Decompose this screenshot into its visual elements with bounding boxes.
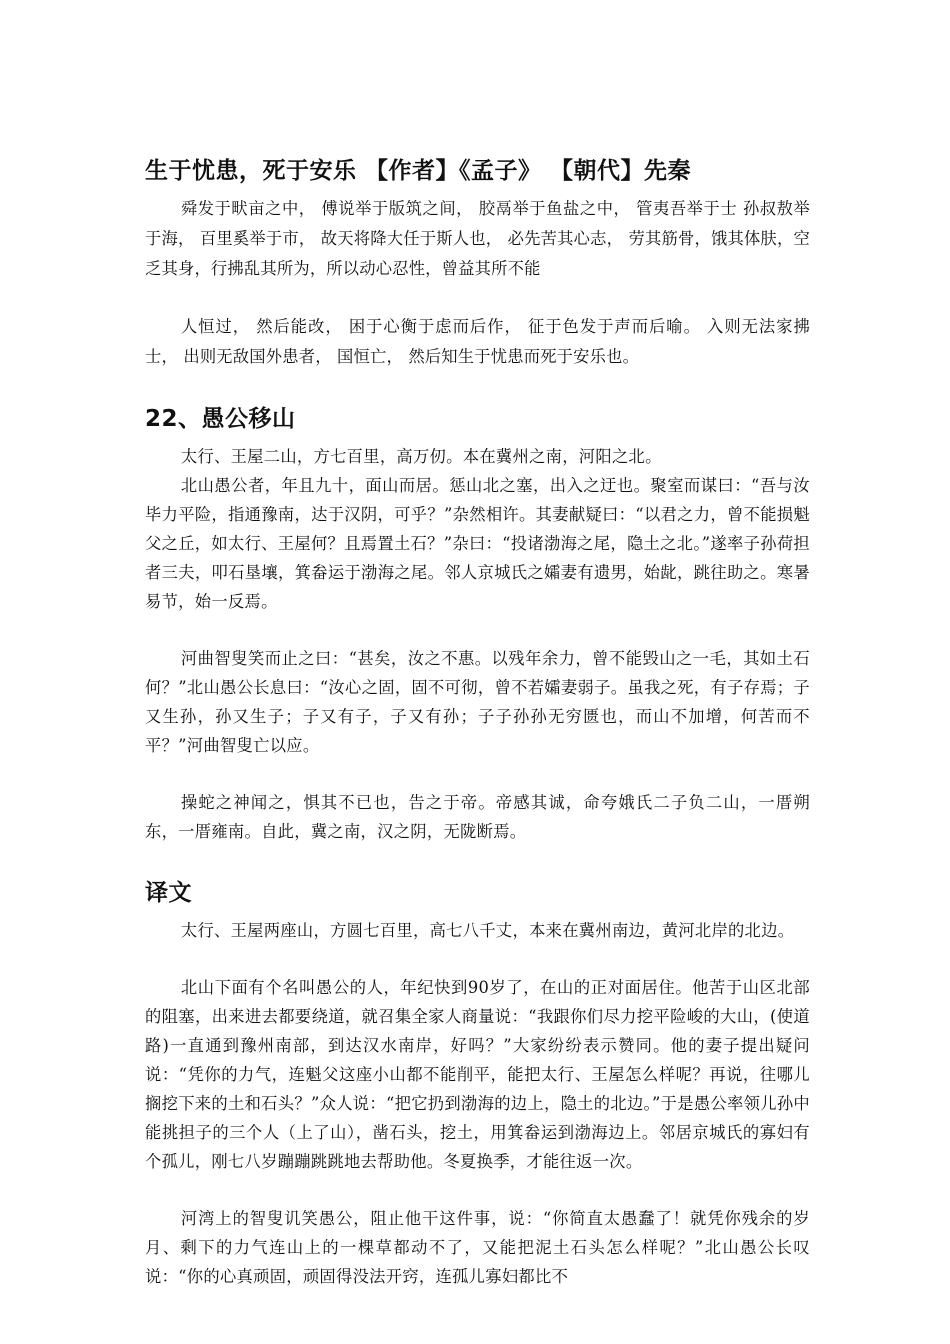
paragraph: 河曲智叟笑而止之曰：“甚矣，汝之不惠。以残年余力，曾不能毁山之一毛，其如土石何？”北山愚公长息曰：“汝心之固，固不可彻，曾不若孀妻弱子。虽我之死，有子存焉；子又生孙，孙又生子；子又有子，子又有孙；子子孙孙无穷匮也，而山不加增，何苦而不平？”河曲智叟亡以应。 [145,649,810,755]
section-heading: 22、愚公移山 [145,406,296,432]
document-page [145,150,810,1291]
paragraph: 舜发于畎亩之中， 傅说举于版筑之间， 胶鬲举于鱼盐之中， 管夷吾举于士 孙叔敖举于海， 百里奚举于市， 故天将降大任于斯人也， 必先苦其心志， 劳其筋骨，饿其体肤，空乏其身，行拂乱其所为，所以动心忍性，曾益其所不能 [145,199,810,278]
paragraph: 人恒过， 然后能改， 困于心衡于虑而后作， 征于色发于声而后喻。 入则无法家拂士， 出则无敌国外患者， 国恒亡， 然后知生于忧患而死于安乐也。 [145,317,810,366]
section-heading: 译文 [145,880,192,906]
section-yugong-yishan [145,402,810,846]
paragraph: 操蛇之神闻之，惧其不已也，告之于帝。帝感其诚，命夸娥氏二子负二山，一厝朔东，一厝雍南。自此，冀之南，汉之阴，无陇断焉。 [145,793,810,841]
paragraph: 北山下面有个名叫愚公的人，年纪快到90岁了，在山的正对面居住。他苦于山区北部的阻塞，出来进去都要绕道，就召集全家人商量说：“我跟你们尽力挖平险峻的大山，(使道路)一直通到豫州南部，到达汉水南岸，好吗？”大家纷纷表示赞同。他的妻子提出疑问说：“凭你的力气，连魁父这座小山都不能削平，能把太行、王屋怎么样呢？再说，往哪儿搁挖下来的土和石头？”众人说：“把它扔到渤海的边上，隐土的北边。”于是愚公率领儿孙中能挑担子的三个人（上了山），凿石头，挖土，用箕畚运到渤海边上。邻居京城氏的寡妇有个孤儿，刚七八岁蹦蹦跳跳地去帮助他。冬夏换季，才能往返一次。 [145,978,810,1171]
section-shengyu-youhuan [145,154,810,372]
section-translation [145,876,810,1291]
section-heading: 生于忧患，死于安乐 【作者】《孟子》 【朝代】先秦 [145,158,692,184]
paragraph: 太行、王屋二山，方七百里，高万仞。本在冀州之南，河阳之北。 [180,447,662,466]
paragraph: 太行、王屋两座山，方圆七百里，高七八千丈，本来在冀州南边，黄河北岸的北边。 [180,921,795,940]
paragraph: 北山愚公者，年且九十，面山而居。惩山北之塞，出入之迂也。聚室而谋曰：“吾与汝毕力平险，指通豫南，达于汉阴，可乎？”杂然相许。其妻献疑曰：“以君之力，曾不能损魁父之丘，如太行、王屋何？且焉置土石？”杂曰：“投诸渤海之尾，隐土之北。”遂率子孙荷担者三夫，叩石垦壤，箕畚运于渤海之尾。邻人京城氏之孀妻有遗男，始龀，跳往助之。寒暑易节，始一反焉。 [145,476,810,611]
paragraph: 河湾上的智叟讥笑愚公，阻止他干这件事，说：“你简直太愚蠢了！就凭你残余的岁月、剩下的力气连山上的一棵草都动不了，又能把泥土石头怎么样呢？”北山愚公长叹说：“你的心真顽固，顽固得没法开窍，连孤儿寡妇都比不 [145,1209,810,1286]
